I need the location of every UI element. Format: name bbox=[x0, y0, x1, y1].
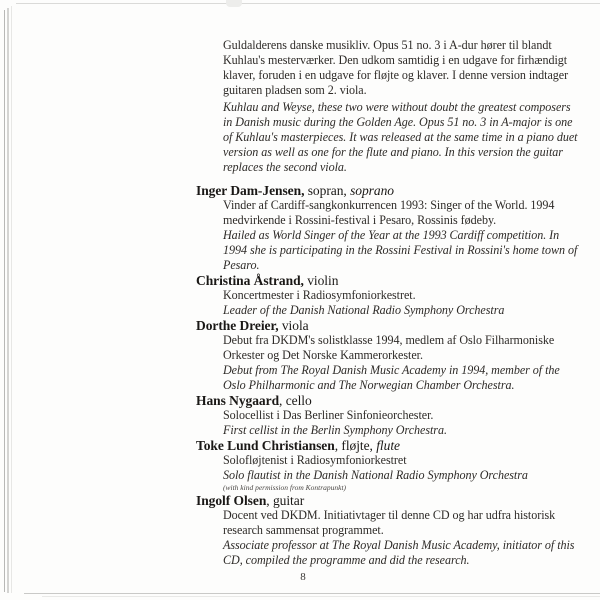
intro-paragraph-english: Kuhlau and Weyse, these two were without doubt the greatest composers in Danish music during the Golden Age. Opus 51 no. 3 in A-major is one of Kuhlau's masterpieces. It was released at the same time in a piano duet version as well as one for the flute and piano. In this version the guitar replaces the second viola. bbox=[223, 100, 578, 174]
performer-role: sopran, bbox=[304, 183, 347, 198]
performer-entry bbox=[196, 438, 580, 493]
performer-role: , guitar bbox=[266, 493, 305, 508]
performer-description-danish: Debut fra DKDM's solistklasse 1994, medlem af Oslo Filharmoniske Orkester og Det Norske Kammerorkester. bbox=[223, 333, 555, 362]
performer-role: violin bbox=[303, 273, 339, 288]
performer-description-english: Hailed as World Singer of the Year at the 1993 Cardiff competition. In 1994 she is participating in the Rossini Festival in Rossini's home town of Pesaro. bbox=[223, 228, 578, 272]
performer-name: Toke Lund Christiansen bbox=[196, 438, 335, 453]
performer-description-danish: Solofløjtenist i Radiosymfoniorkestret bbox=[223, 453, 407, 467]
performer-name: Ingolf Olsen bbox=[196, 493, 267, 508]
page-edge-left-inner bbox=[11, 6, 12, 593]
performer-entry bbox=[196, 183, 580, 273]
scan-artifact-notch bbox=[226, 0, 242, 7]
performer-description-danish: Docent ved DKDM. Initiativtager til denne CD og har udfra historisk research sammensat programmet. bbox=[223, 508, 556, 537]
performer-description-english: Leader of the Danish National Radio Symphony Orchestra bbox=[223, 303, 505, 317]
performer-name: Dorthe Dreier, bbox=[196, 318, 279, 333]
performer-heading bbox=[196, 183, 580, 198]
performer-description-english: Debut from The Royal Danish Music Academy in 1994, member of the Oslo Philharmonic and The Norwegian Chamber Orchestra. bbox=[223, 363, 560, 392]
performer-description-danish: Solocellist i Das Berliner Sinfonieorchester. bbox=[223, 408, 434, 422]
performer-note: (with kind permission from Kontrapunkt) bbox=[223, 483, 347, 492]
performer-role: viola bbox=[278, 318, 309, 333]
performer-role-translation: soprano bbox=[346, 183, 394, 198]
performer-description-english: First cellist in the Berlin Symphony Orchestra. bbox=[223, 423, 447, 437]
performer-heading bbox=[196, 273, 580, 288]
performer-name: Hans Nygaard bbox=[196, 393, 280, 408]
performer-role: , fløjte, bbox=[334, 438, 373, 453]
performer-description-english: Associate professor at The Royal Danish Music Academy, initiator of this CD, compiled the programme and did the research. bbox=[223, 538, 575, 567]
performer-entry bbox=[196, 318, 580, 393]
page-number: 8 bbox=[300, 571, 306, 583]
performer-heading bbox=[196, 438, 580, 453]
page-edge-bottom bbox=[24, 593, 600, 594]
performer-name: Inger Dam-Jensen, bbox=[196, 183, 305, 198]
page-edge-bottom-shadow bbox=[42, 596, 600, 597]
performer-role: , cello bbox=[279, 393, 312, 408]
performer-name: Christina Åstrand, bbox=[196, 273, 304, 288]
performer-entry bbox=[196, 393, 580, 438]
intro-paragraph-danish: Guldalderens danske musikliv. Opus 51 no. 3 i A-dur hører til blandt Kuhlau's mesterværker. Den udkom samtidig i en udgave for firhændigt klaver, foruden i en udgave for fløjte og klaver. I denne version indtager guitaren pladsen som 2. viola. bbox=[223, 38, 569, 97]
page-edge-top bbox=[16, 3, 600, 4]
performer-heading bbox=[196, 493, 580, 508]
performer-list bbox=[196, 183, 580, 568]
performer-entry bbox=[196, 273, 580, 318]
performer-role-translation: flute bbox=[372, 438, 400, 453]
text-column bbox=[196, 38, 580, 568]
performer-entry bbox=[196, 493, 580, 568]
performer-heading bbox=[196, 393, 580, 408]
performer-description-danish: Vinder af Cardiff-sangkonkurrencen 1993: Singer of the World. 1994 medvirkende i Rossini-festival i Pesaro, Rossinis fødeby. bbox=[223, 198, 555, 227]
page-edge-left-outer bbox=[4, 10, 5, 592]
performer-description-english: Solo flautist in the Danish National Radio Symphony Orchestra bbox=[223, 468, 528, 482]
performer-heading bbox=[196, 318, 580, 333]
page-edge-left-middle bbox=[7, 8, 9, 593]
performer-description-danish: Koncertmester i Radiosymfoniorkestret. bbox=[223, 288, 416, 302]
